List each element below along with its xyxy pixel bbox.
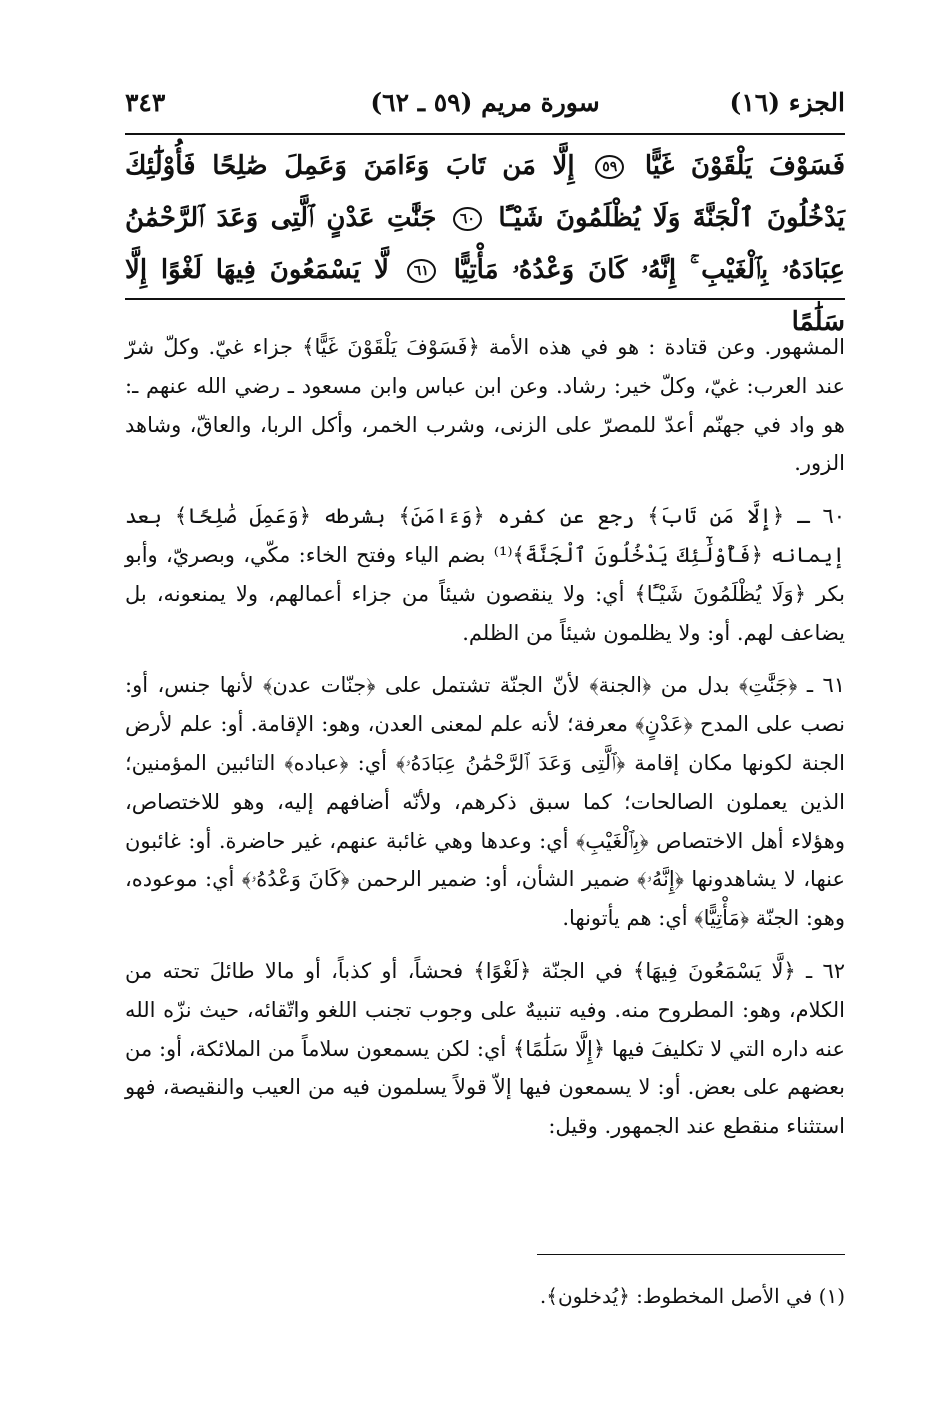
surah-title: سورة مريم (٥٩ ـ ٦٢) (370, 88, 600, 117)
verse-59-end: فَسَوْفَ يَلْقَوْنَ غَيًّا (644, 151, 845, 181)
page-number: ٣٤٣ (125, 88, 166, 117)
verses-divider (125, 298, 845, 300)
footnote-divider (537, 1254, 845, 1255)
commentary-paragraph-62: ٦٢ ـ ﴿لَّا يَسْمَعُونَ فِيهَا﴾ في الجنّة ﴿لَغْوًا﴾ فحشاً، أو كذباً، أو مالا طائلَ تحته من الكلام، وهو: المطروح منه. وفيه تنبيهٌ على وجوب تجنب اللغو واتّقائه، حيث نزّه الله عنه داره التي لا تكليفَ فيها ﴿إِلَّا سَلَٰمًا﴾ أي: لكن يسمعون سلاماً من الملائكة، أو: من بعضهم على بعض. أو: لا يسمعون فيها إلاّ قولاً يسلمون فيه من العيب والنقيصة، فهو استثناء منقطع عند الجمهور. وقيل: (125, 958, 845, 1139)
footnote: (١) في الأصل المخطوط: ﴿يُدخلون﴾. (539, 1284, 845, 1308)
header-divider (125, 133, 845, 135)
verse-61: جَنَّٰتِ عَدْنٍ ٱلَّتِى وَعَدَ ٱلرَّحْمَٰنُ عِبَادَهُۥ بِٱلْغَيْبِ ۚ إِنَّهُۥ كَانَ وَعْدُهُۥ مَأْتِيًّا (125, 203, 845, 285)
verse-60: إِلَّا مَن تَابَ وَءَامَنَ وَعَمِلَ صَٰلِحًا فَأُوْلَٰٓئِكَ يَدْخُلُونَ ٱلْجَنَّةَ وَلَا يُظْلَمُونَ شَيْـًٔا (125, 151, 845, 233)
juz-label: الجزء (١٦) (729, 88, 845, 117)
commentary-paragraph-60: ٦٠ ـ ﴿إِلَّا مَن تَابَ﴾ رجع عن كفره ﴿وَءَامَنَ﴾ بشرطه ﴿وَعَمِلَ صَٰلِحًا﴾ بعد إيمانه ﴿فَأُوْلَٰٓئِكَ يَدْخُلُونَ ٱلْجَنَّةَ﴾⁽¹⁾ بضم الياء وفتح الخاء: مكّي، وبصريّ، وأبو بكر ﴿وَلَا يُظْلَمُونَ شَيْـًٔا﴾ أي: ولا ينقصون شيئاً من جزاء أعمالهم، ولا يمنعونه، بل يضاعف لهم. أو: ولا يظلمون شيئاً من الظلم. (125, 504, 845, 645)
ayah-marker-61: ٦١ (407, 259, 436, 283)
ayah-marker-59: ٥٩ (595, 155, 624, 179)
verse-62: لَّا يَسْمَعُونَ فِيهَا لَغْوًا إِلَّا سَلَٰمًا (125, 255, 845, 337)
quran-verses (125, 140, 845, 348)
commentary-paragraph-61: ٦١ ـ ﴿جَنَّٰتِ﴾ بدل من ﴿الجنة﴾ لأنّ الجنّة تشتمل على ﴿جنّات عدن﴾ لأنها جنس، أو: نصب على المدح ﴿عَدْنٍ﴾ معرفة؛ لأنه علم لمعنى العدن، وهو: الإقامة. أو: علم لأرض الجنة لكونها مكان إقامة ﴿ٱلَّتِى وَعَدَ ٱلرَّحْمَٰنُ عِبَادَهُۥ﴾ أي: ﴿عباده﴾ التائبين المؤمنين؛ الذين يعملون الصالحات؛ كما سبق ذكرهم، ولأنّه أضافهم إليه، وهو للاختصاص، وهؤلاء أهل الاختصاص ﴿بِٱلْغَيْبِ﴾ أي: وعدها وهي غائبة عنهم، غير حاضرة. أو: غائبون عنها، لا يشاهدونها ﴿إِنَّهُۥ﴾ ضمير الشأن، أو: ضمير الرحمن ﴿كَانَ وَعْدُهُۥ﴾ أي: موعوده، وهو: الجنّة ﴿مَأْتِيًّا﴾ أي: هم يأتونها. (125, 673, 845, 931)
commentary-paragraph-intro: المشهور. وعن قتادة : هو في هذه الأمة ﴿فَسَوْفَ يَلْقَوْنَ غَيًّا﴾ جزاء غيّ. وكلّ شرّ عند العرب: غيّ، وكلّ خير: رشاد. وعن ابن عباس وابن مسعود ـ رضي الله عنهم ـ: هو واد في جهنّم أعدّ للمصرّ على الزنى، وشرب الخمر، وأكل الربا، والعاقّ، وشاهد الزور. (125, 335, 845, 476)
page-header (125, 88, 845, 128)
tafsir-commentary (125, 328, 845, 1160)
ayah-marker-60: ٦٠ (453, 207, 482, 231)
